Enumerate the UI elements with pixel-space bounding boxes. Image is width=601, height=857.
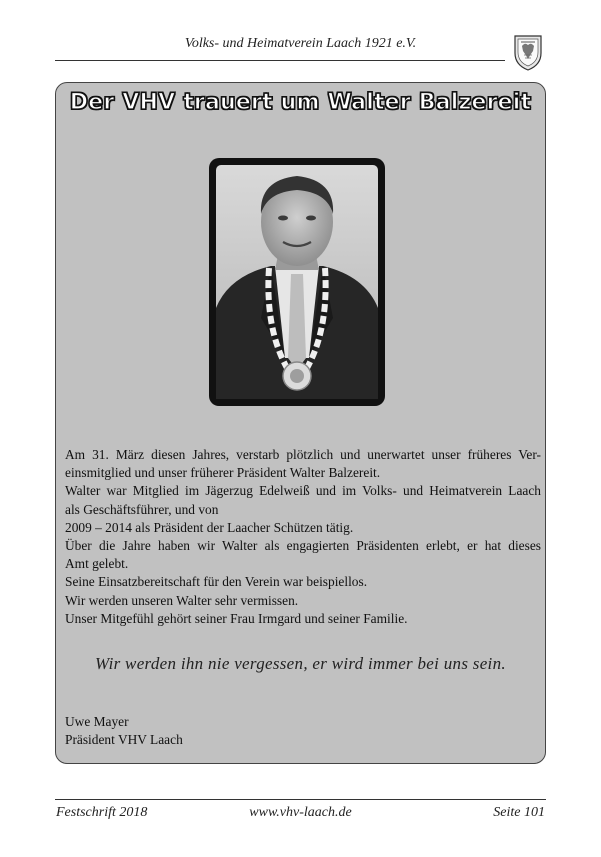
obituary-panel bbox=[55, 82, 546, 764]
signature-name: Uwe Mayer bbox=[65, 714, 129, 729]
signature-block bbox=[65, 713, 365, 749]
footer-divider bbox=[55, 799, 546, 800]
text-line: 2009 – 2014 als Präsident der Laacher Schützen tätig. bbox=[65, 519, 354, 535]
footer-publication: Festschrift 2018 bbox=[56, 805, 148, 820]
obituary-title: Der VHV trauert um Walter Balzereit bbox=[69, 90, 532, 115]
footer-website: www.vhv-laach.de bbox=[249, 805, 352, 820]
text-line: als Geschäftsführer, und von bbox=[65, 501, 219, 517]
portrait-photo bbox=[209, 158, 385, 406]
text-line: einsmitglied und unser früherer Präsident Walter Balzereit. bbox=[65, 465, 381, 481]
text-line: Amt gelebt. bbox=[65, 556, 129, 572]
text-line: Unser Mitgefühl gehört seiner Frau Irmgard und seiner Familie. bbox=[65, 610, 408, 626]
text-line: Walter war Mitglied im Jägerzug Edelweiß und im Volks- und Heimatverein Laach bbox=[65, 483, 541, 499]
footer-page-number: Seite 101 bbox=[493, 805, 545, 820]
coat-of-arms-icon bbox=[513, 33, 543, 71]
header-title: Volks- und Heimatverein Laach 1921 e.V. bbox=[184, 36, 417, 51]
obituary-text bbox=[65, 446, 541, 628]
text-line: Seine Einsatzbereitschaft für den Verein war beispiellos. bbox=[65, 574, 368, 590]
text-line: Über die Jahre haben wir Walter als engagierten Präsidenten erlebt, er hat dieses bbox=[65, 538, 541, 554]
signature-role: Präsident VHV Laach bbox=[65, 732, 183, 747]
memorial-quote: Wir werden ihn nie vergessen, er wird immer bei uns sein. bbox=[95, 654, 506, 673]
header-divider bbox=[55, 60, 505, 61]
text-line: Wir werden unseren Walter sehr vermissen. bbox=[65, 592, 299, 608]
text-line: Am 31. März diesen Jahres, verstarb plötzlich und unerwartet unser früheres Ver- bbox=[65, 447, 541, 462]
